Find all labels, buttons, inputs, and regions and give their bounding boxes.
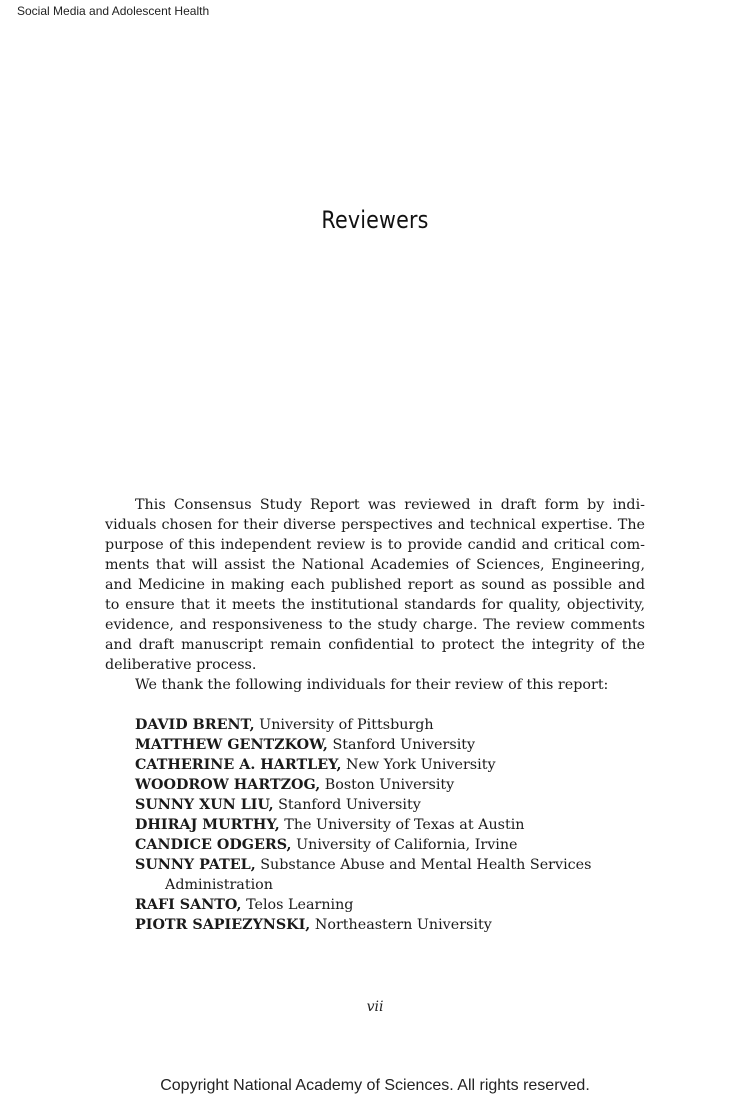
reviewer-item [135, 775, 645, 795]
reviewer-affiliation: Substance Abuse and Mental Health Services Administration [165, 857, 592, 893]
reviewer-affiliation: Stanford University [278, 797, 421, 813]
intro-paragraph: This Consensus Study Report was reviewed in draft form by individuals chosen for their diverse perspectives and technical expertise. The purpose of this independent review is to provide candid and critical comments that will assist the National Academies of Sciences, Engineering, and Medicine in making each published report as sound as possible and to ensure that it meets the institutional standards for quality, objectivity, evidence, and responsiveness to the study charge. The review comments and draft manuscript remain confidential to protect the integrity of the deliberative process. [105, 497, 645, 673]
reviewer-item [135, 835, 645, 855]
running-head: Social Media and Adolescent Health [17, 4, 210, 18]
reviewer-name: MATTHEW GENTZKOW, [135, 737, 328, 753]
reviewer-item [135, 815, 645, 835]
page-title: Reviewers [321, 206, 429, 234]
page-number: vii [366, 999, 384, 1015]
reviewer-affiliation: Stanford University [332, 737, 476, 753]
reviewer-affiliation: New York University [346, 757, 496, 773]
reviewer-name: CANDICE ODGERS, [135, 837, 292, 853]
reviewer-name: CATHERINE A. HARTLEY, [135, 757, 342, 773]
reviewer-name: SUNNY PATEL, [135, 857, 256, 873]
reviewer-list [105, 715, 645, 935]
reviewer-item [135, 795, 645, 815]
reviewer-item [135, 915, 645, 935]
reviewer-item [135, 755, 645, 775]
reviewer-name: SUNNY XUN LIU, [135, 797, 274, 813]
copyright-notice: Copyright National Academy of Sciences. All rights reserved. [160, 1077, 590, 1094]
reviewer-affiliation: Northeastern University [314, 917, 492, 933]
reviewer-name: DHIRAJ MURTHY, [135, 817, 280, 833]
reviewer-affiliation: Telos Learning [246, 897, 354, 913]
reviewer-affiliation: University of California, Irvine [296, 837, 518, 853]
reviewer-affiliation: The University of Texas at Austin [284, 817, 525, 833]
reviewer-name: PIOTR SAPIEZYNSKI, [135, 917, 311, 933]
reviewer-name: WOODROW HARTZOG, [135, 777, 321, 793]
thanks-line: We thank the following individuals for their review of this report: [135, 677, 609, 693]
reviewer-name: RAFI SANTO, [135, 897, 242, 913]
reviewer-affiliation: Boston University [324, 777, 455, 793]
reviewer-item [135, 895, 645, 915]
reviewer-item [135, 855, 645, 895]
reviewer-name: DAVID BRENT, [135, 717, 255, 733]
reviewer-item [135, 715, 645, 735]
reviewer-affiliation: University of Pittsburgh [259, 717, 434, 733]
body-text [105, 495, 645, 935]
reviewer-item [135, 735, 645, 755]
